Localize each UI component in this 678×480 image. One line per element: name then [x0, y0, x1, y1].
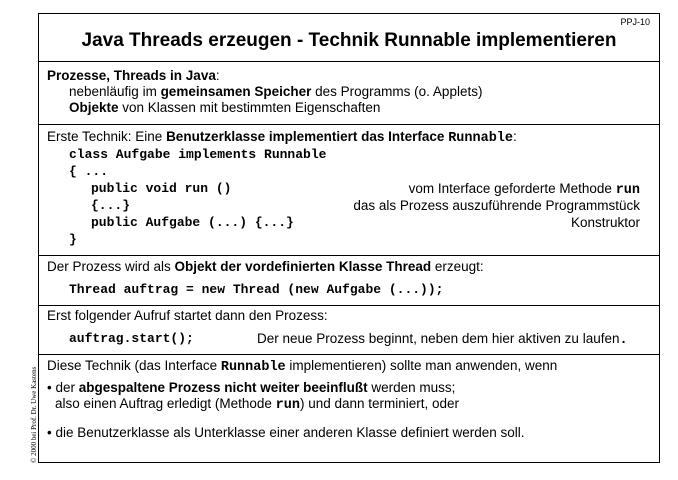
code-line-3: public void run (): [91, 181, 232, 196]
code-line-2: { ...: [69, 164, 109, 179]
intro-heading: Prozesse, Threads in Java:: [47, 68, 220, 83]
bullet-marker: •: [47, 425, 52, 440]
comment-line-5: Konstruktor: [570, 215, 640, 230]
usage-bullet-2: • die Benutzerklasse als Unterklasse einer anderen Klasse definiert werden soll.: [47, 425, 525, 440]
usage-bullet-1: • der abgespaltene Prozess nicht weiter beeinflußt werden muss;: [47, 380, 456, 395]
page-id: PPJ-10: [620, 17, 650, 27]
start-comment: Der neue Prozess beginnt, neben dem hier aktiven zu laufen.: [257, 331, 628, 348]
bullet-marker: •: [47, 380, 52, 395]
usage-bullet-1-line-2: also einen Auftrag erledigt (Methode run) und dann terminiert, oder: [55, 396, 460, 413]
section-rule-1: [39, 124, 659, 125]
code-line-6: }: [69, 232, 77, 247]
start-text: Erst folgender Aufruf startet dann den Prozess:: [47, 308, 328, 323]
slide-frame: [38, 13, 660, 463]
title-rule: [39, 61, 659, 62]
usage-intro: Diese Technik (das Interface Runnable implementieren) sollte man anwenden, wenn: [47, 358, 558, 375]
code-line-1: class Aufgabe implements Runnable: [69, 147, 327, 162]
intro-line-1: nebenläufig im gemeinsamen Speicher des Programms (o. Applets): [69, 84, 483, 99]
start-code: auftrag.start();: [69, 331, 194, 346]
process-code: Thread auftrag = new Thread (new Aufgabe (...));: [69, 282, 444, 297]
page-title: Java Threads erzeugen - Technik Runnable implementieren: [81, 30, 617, 51]
intro-line-2: Objekte von Klassen mit bestimmten Eigenschaften: [69, 100, 381, 115]
comment-line-3: vom Interface geforderte Methode run: [408, 181, 640, 198]
code-line-4: {...}: [91, 198, 131, 213]
process-text: Der Prozess wird als Objekt der vordefinierten Klasse Thread erzeugt:: [47, 259, 484, 274]
section-rule-2: [39, 255, 659, 256]
code-line-5: public Aufgabe (...) {...}: [91, 215, 294, 230]
section-rule-4: [39, 354, 659, 355]
section-rule-3: [39, 305, 659, 306]
copyright-notice: © 2000 bei Prof. Dr. Uwe Kastens: [30, 366, 38, 463]
technique-intro: Erste Technik: Eine Benutzerklasse implementiert das Interface Runnable:: [47, 129, 517, 146]
comment-line-4: das als Prozess auszuführende Programmstück: [353, 198, 640, 213]
